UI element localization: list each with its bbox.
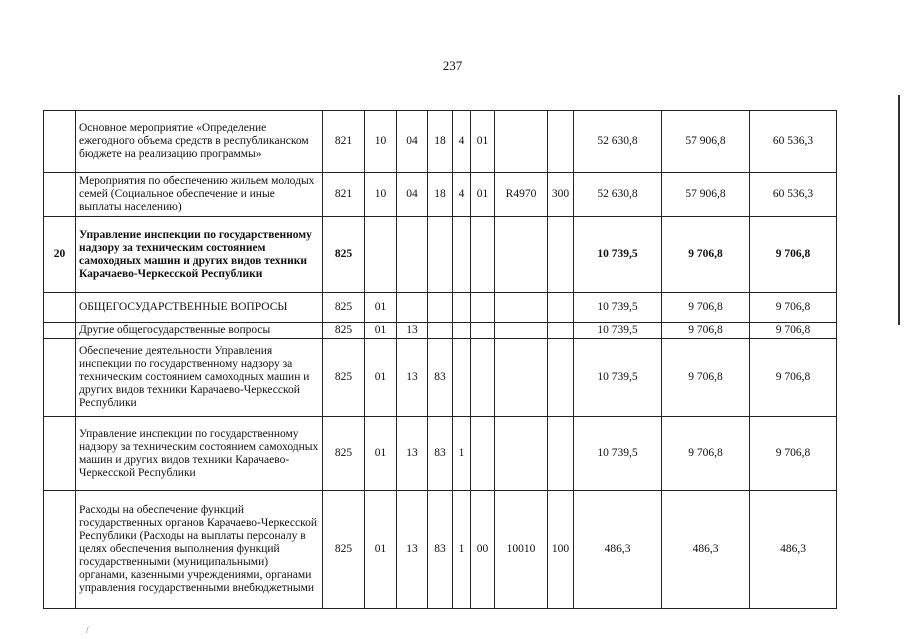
- amount-year-3: 60 536,3: [750, 173, 837, 217]
- section-code: 01: [365, 491, 397, 609]
- row-index: [44, 417, 76, 491]
- scan-corner-mark: /: [86, 625, 89, 635]
- row-index: [44, 111, 76, 173]
- direction-code: [495, 293, 548, 323]
- row-name: ОБЩЕГОСУДАРСТВЕННЫЕ ВОПРОСЫ: [76, 293, 323, 323]
- ved-code: 821: [323, 111, 365, 173]
- row-index: 20: [44, 217, 76, 293]
- section-code: [365, 217, 397, 293]
- amount-year-2: 486,3: [662, 491, 750, 609]
- direction-code: R4970: [495, 173, 548, 217]
- ved-code: 825: [323, 293, 365, 323]
- table-row: [44, 111, 837, 173]
- subprogram-code: 1: [453, 491, 471, 609]
- program-code: 18: [428, 173, 453, 217]
- row-name: Другие общегосударственные вопросы: [76, 323, 323, 339]
- program-code: [428, 293, 453, 323]
- activity-code: [471, 323, 495, 339]
- amount-year-3: 9 706,8: [750, 293, 837, 323]
- activity-code: 00: [471, 491, 495, 609]
- expense-type-code: [548, 339, 574, 417]
- expense-type-code: 300: [548, 173, 574, 217]
- subsection-code: 13: [397, 323, 428, 339]
- section-code: 01: [365, 339, 397, 417]
- subsection-code: [397, 293, 428, 323]
- ved-code: 825: [323, 417, 365, 491]
- row-name: Управление инспекции по государственному надзору за техническим состоянием самоходных машин и других видов техники Карачаево-Черкесской Республики: [76, 417, 323, 491]
- table-row: [44, 293, 837, 323]
- row-index: [44, 293, 76, 323]
- section-code: 10: [365, 111, 397, 173]
- expense-type-code: [548, 323, 574, 339]
- subprogram-code: [453, 293, 471, 323]
- program-code: 83: [428, 417, 453, 491]
- row-index: [44, 491, 76, 609]
- scan-edge-mark: [898, 95, 900, 325]
- ved-code: 825: [323, 323, 365, 339]
- program-code: 18: [428, 111, 453, 173]
- amount-year-1: 52 630,8: [574, 173, 662, 217]
- program-code: 83: [428, 339, 453, 417]
- expense-type-code: [548, 293, 574, 323]
- subsection-code: 13: [397, 491, 428, 609]
- expense-type-code: [548, 417, 574, 491]
- row-index: [44, 323, 76, 339]
- amount-year-1: 10 739,5: [574, 339, 662, 417]
- page-number: 237: [442, 58, 463, 73]
- subprogram-code: 1: [453, 417, 471, 491]
- subsection-code: [397, 217, 428, 293]
- section-code: 01: [365, 323, 397, 339]
- row-name: Основное мероприятие «Определение ежегодного объема средств в республиканском бюджете на реализацию программы»: [76, 111, 323, 173]
- amount-year-3: 9 706,8: [750, 217, 837, 293]
- program-code: 83: [428, 491, 453, 609]
- ved-code: 825: [323, 491, 365, 609]
- table-row: [44, 217, 837, 293]
- section-code: 01: [365, 417, 397, 491]
- amount-year-2: 9 706,8: [662, 217, 750, 293]
- amount-year-2: 57 906,8: [662, 173, 750, 217]
- amount-year-2: 9 706,8: [662, 323, 750, 339]
- subsection-code: 13: [397, 339, 428, 417]
- row-index: [44, 173, 76, 217]
- direction-code: [495, 339, 548, 417]
- amount-year-2: 9 706,8: [662, 293, 750, 323]
- table-row: [44, 323, 837, 339]
- subsection-code: 13: [397, 417, 428, 491]
- expense-type-code: [548, 111, 574, 173]
- amount-year-2: 9 706,8: [662, 417, 750, 491]
- activity-code: 01: [471, 173, 495, 217]
- ved-code: 825: [323, 217, 365, 293]
- direction-code: [495, 111, 548, 173]
- amount-year-1: 10 739,5: [574, 417, 662, 491]
- amount-year-1: 10 739,5: [574, 323, 662, 339]
- row-name: Расходы на обеспечение функций государственных органов Карачаево-Черкесской Республики (Расходы на выплаты персоналу в целях обеспечения выполнения функций государственными (муниципальными) органами, казенными учреждениями, органами управления государственными внебюджетными: [76, 491, 323, 609]
- subprogram-code: [453, 217, 471, 293]
- amount-year-3: 9 706,8: [750, 323, 837, 339]
- row-name: Мероприятия по обеспечению жильем молодых семей (Социальное обеспечение и иные выплаты населению): [76, 173, 323, 217]
- row-name: Управление инспекции по государственному надзору за техническим состоянием самоходных машин и других видов техники Карачаево-Черкесской Республики: [76, 217, 323, 293]
- section-code: 01: [365, 293, 397, 323]
- ved-code: 821: [323, 173, 365, 217]
- budget-table: [43, 110, 837, 609]
- table-row: [44, 491, 837, 609]
- amount-year-2: 9 706,8: [662, 339, 750, 417]
- activity-code: [471, 293, 495, 323]
- amount-year-1: 10 739,5: [574, 217, 662, 293]
- expense-type-code: [548, 217, 574, 293]
- amount-year-1: 10 739,5: [574, 293, 662, 323]
- table-row: [44, 417, 837, 491]
- amount-year-1: 486,3: [574, 491, 662, 609]
- table-row: [44, 339, 837, 417]
- program-code: [428, 217, 453, 293]
- amount-year-1: 52 630,8: [574, 111, 662, 173]
- expense-type-code: 100: [548, 491, 574, 609]
- direction-code: [495, 417, 548, 491]
- row-index: [44, 339, 76, 417]
- subprogram-code: 4: [453, 173, 471, 217]
- amount-year-3: 9 706,8: [750, 339, 837, 417]
- direction-code: [495, 217, 548, 293]
- program-code: [428, 323, 453, 339]
- subsection-code: 04: [397, 173, 428, 217]
- amount-year-3: 60 536,3: [750, 111, 837, 173]
- table-body: [44, 111, 837, 609]
- direction-code: [495, 323, 548, 339]
- section-code: 10: [365, 173, 397, 217]
- subprogram-code: 4: [453, 111, 471, 173]
- amount-year-3: 9 706,8: [750, 417, 837, 491]
- row-name: Обеспечение деятельности Управления инспекции по государственному надзору за техническим состоянием самоходных машин и других видов техники Карачаево-Черкесской Республики: [76, 339, 323, 417]
- amount-year-2: 57 906,8: [662, 111, 750, 173]
- activity-code: [471, 217, 495, 293]
- activity-code: 01: [471, 111, 495, 173]
- amount-year-3: 486,3: [750, 491, 837, 609]
- subsection-code: 04: [397, 111, 428, 173]
- subprogram-code: [453, 339, 471, 417]
- subprogram-code: [453, 323, 471, 339]
- activity-code: [471, 339, 495, 417]
- activity-code: [471, 417, 495, 491]
- table-row: [44, 173, 837, 217]
- direction-code: 10010: [495, 491, 548, 609]
- ved-code: 825: [323, 339, 365, 417]
